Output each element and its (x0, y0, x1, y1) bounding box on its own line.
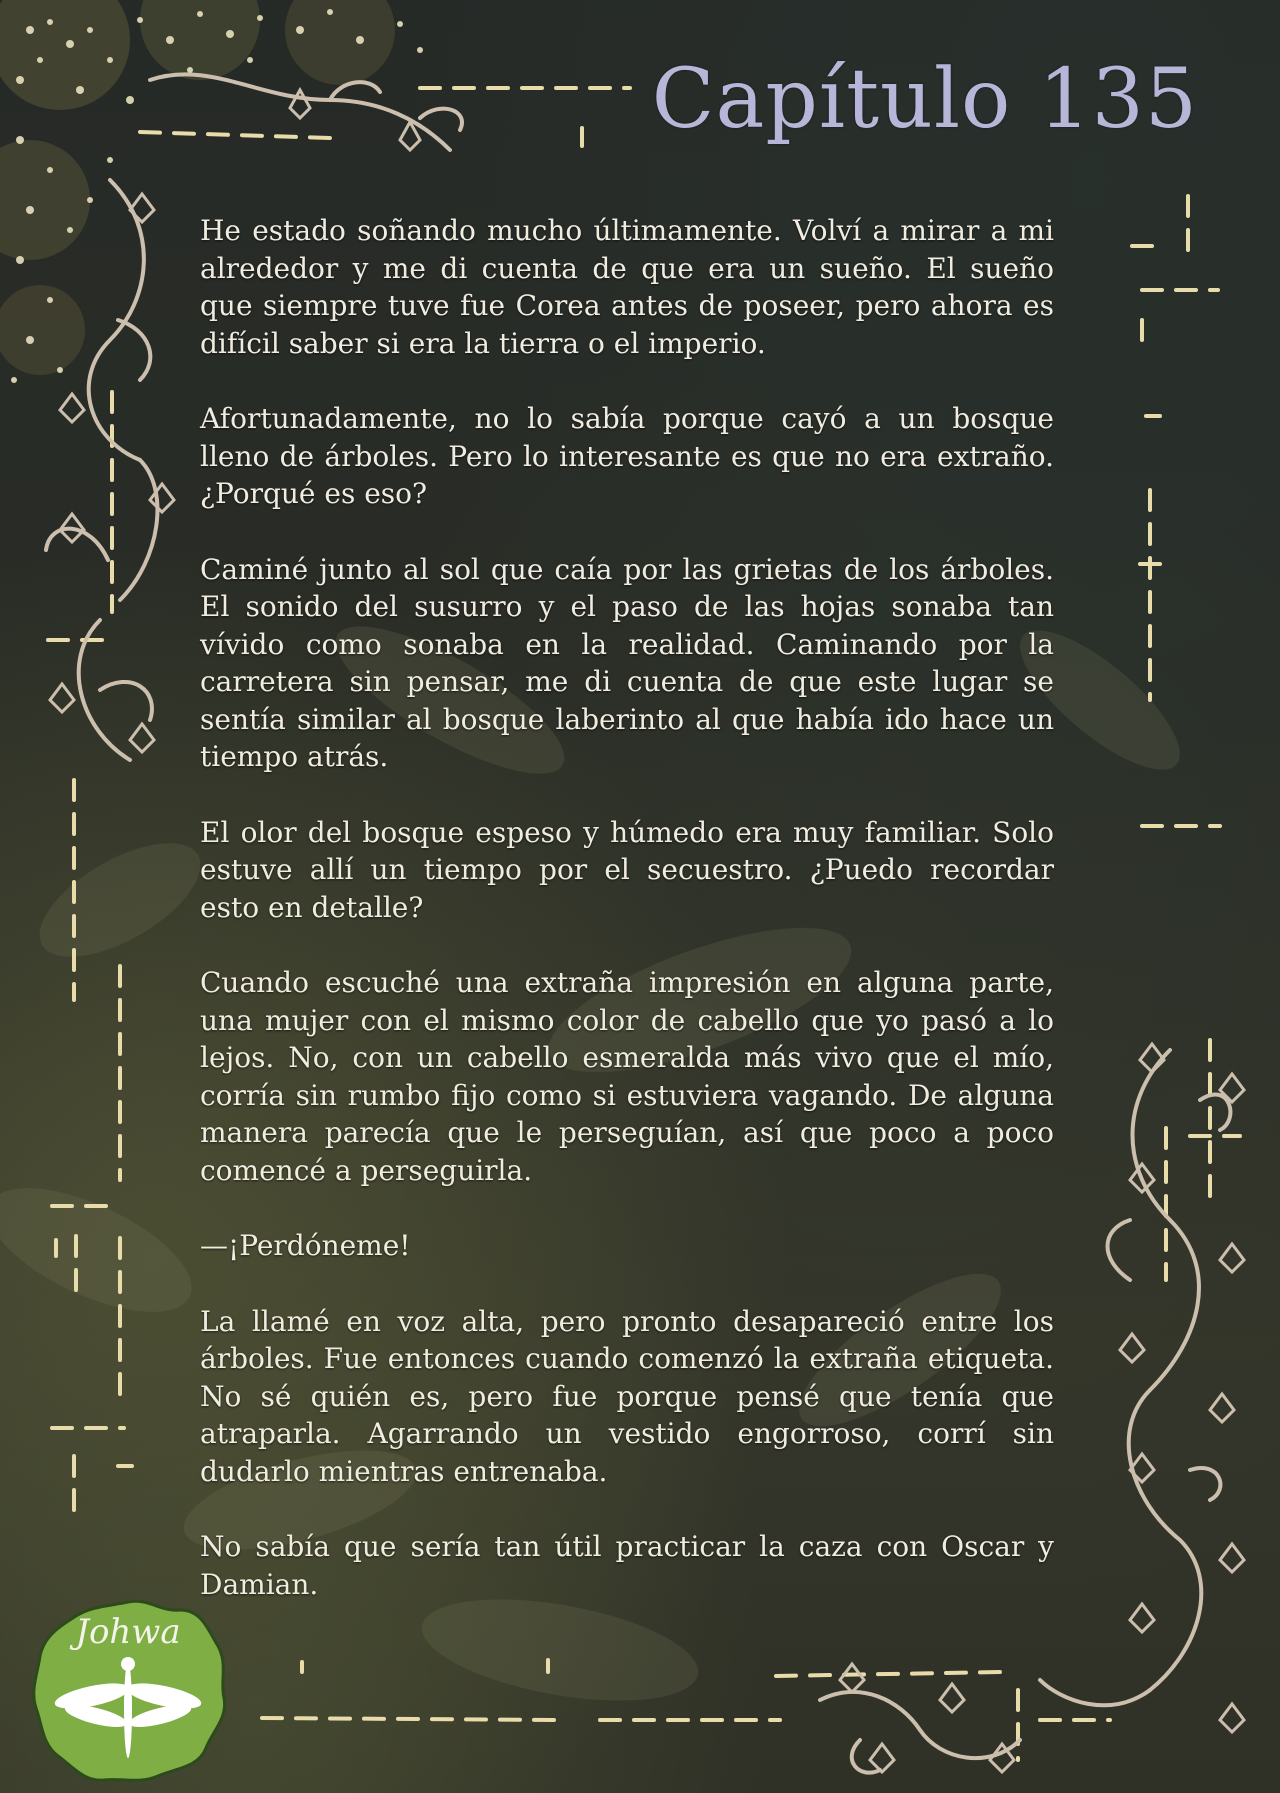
paragraph: El olor del bosque espeso y húmedo era muy familiar. Solo estuve allí un tiempo por el secuestro. ¿Puedo recordar esto en detalle? (200, 815, 1054, 924)
paragraph: —¡Perdóneme! (200, 1229, 411, 1262)
chapter-body (200, 212, 1054, 1641)
paragraph: He estado soñando mucho últimamente. Volví a mirar a mi alrededor y me di cuenta de que era un sueño. El sueño que siempre tuve fue Corea antes de poseer, pero ahora es difícil saber si era la tierra o el imperio. (200, 214, 1054, 360)
paragraph: Afortunadamente, no lo sabía porque cayó a un bosque lleno de árboles. Pero lo interesante es que no era extraño. ¿Porqué es eso? (200, 402, 1054, 510)
paragraph: Caminé junto al sol que caía por las grietas de los árboles. El sonido del susurro y el paso de las hojas sonaba tan vívido como sonaba en la realidad. Caminando por la carretera sin pensar, me di cuenta de que este lugar se sentía similar al bosque laberinto al que había ido hace un tiempo atrás. (200, 552, 1054, 773)
paragraph: No sabía que sería tan útil practicar la caza con Oscar y Damian. (200, 1530, 1054, 1601)
paragraph: La llamé en voz alta, pero pronto desapareció entre los árboles. Fue entonces cuando comenzó la extraña etiqueta. No sé quién es, pero fue porque pensé que tenía que atraparla. Agarrando un vestido engorroso, corrí sin dudarlo mientras entrenaba. (200, 1304, 1054, 1488)
chapter-title: Capítulo 135 (651, 52, 1198, 147)
watermark-logo (30, 1598, 226, 1784)
watermark-text: Johwa (75, 1612, 181, 1652)
paragraph: Cuando escuché una extraña impresión en alguna parte, una mujer con el mismo color de cabello que yo pasó a lo lejos. No, con un cabello esmeralda más vivo que el mío, corría sin rumbo fijo como si estuviera vagando. De alguna manera parecía que le perseguían, así que poco a poco comencé a perseguirla. (200, 966, 1054, 1187)
